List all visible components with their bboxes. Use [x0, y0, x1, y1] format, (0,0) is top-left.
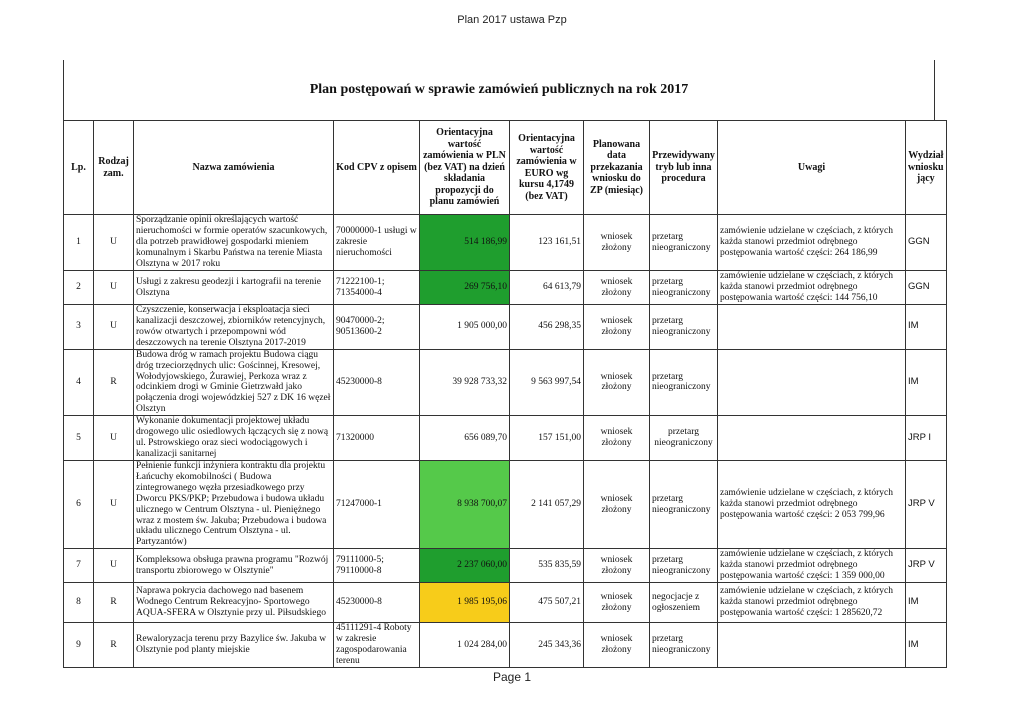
cell-data: wniosek złożony — [584, 549, 650, 583]
cell-data: wniosek złożony — [584, 460, 650, 548]
column-header-rodzaj: Rodzaj zam. — [94, 121, 134, 215]
cell-uwagi — [718, 623, 906, 668]
cell-nazwa: Usługi z zakresu geodezji i kartografii na terenie Olsztyna — [134, 271, 334, 305]
cell-tryb: przetarg nieograniczony — [650, 215, 718, 271]
cell-pln: 1 024 284,00 — [420, 623, 510, 668]
column-header-wydzial: Wydział wniosku jący — [906, 121, 947, 215]
cell-tryb: przetarg nieograniczony — [650, 349, 718, 416]
cell-wydzial: JRP V — [906, 460, 947, 548]
cell-wydzial: GGN — [906, 271, 947, 305]
cell-tryb: przetarg nieograniczony — [650, 271, 718, 305]
cell-euro: 535 835,59 — [510, 549, 584, 583]
cell-tryb: przetarg nieograniczony — [650, 623, 718, 668]
cell-euro: 2 141 057,29 — [510, 460, 584, 548]
column-header-tryb: Przewidywany tryb lub inna procedura — [650, 121, 718, 215]
cell-data: wniosek złożony — [584, 271, 650, 305]
cell-tryb: przetarg nieograniczony — [650, 549, 718, 583]
cell-uwagi: zamówienie udzielane w częściach, z których każda stanowi przedmiot odrębnego postępowania wartość części: 144 756,10 — [718, 271, 906, 305]
table-row — [64, 460, 947, 548]
cell-data: wniosek złożony — [584, 623, 650, 668]
cell-tryb: przetarg nieograniczony — [650, 416, 718, 461]
cell-nazwa: Rewaloryzacja terenu przy Bazylice św. Jakuba w Olsztynie pod planty miejskie — [134, 623, 334, 668]
table-row — [64, 215, 947, 271]
table-header-row — [64, 121, 947, 215]
cell-cpv: 70000000-1 usługi w zakresie nieruchomości — [334, 215, 420, 271]
cell-pln: 8 938 700,07 — [420, 460, 510, 548]
cell-cpv: 45230000-8 — [334, 349, 420, 416]
document-title: Plan postępowań w sprawie zamówień publicznych na rok 2017 — [309, 82, 689, 97]
cell-lp: 4 — [64, 349, 94, 416]
column-header-pln: Orientacyjna wartość zamówienia w PLN (bez VAT) na dzień składania propozycji do planu zamówień — [420, 121, 510, 215]
cell-rodzaj: U — [94, 416, 134, 461]
column-header-nazwa: Nazwa zamówienia — [134, 121, 334, 215]
page-header: Plan 2017 ustawa Pzp — [457, 14, 567, 26]
table-row — [64, 416, 947, 461]
cell-pln: 2 237 060,00 — [420, 549, 510, 583]
cell-pln: 39 928 733,32 — [420, 349, 510, 416]
cell-lp: 9 — [64, 623, 94, 668]
cell-rodzaj: U — [94, 460, 134, 548]
cell-rodzaj: R — [94, 623, 134, 668]
cell-wydzial: IM — [906, 583, 947, 623]
cell-wydzial: JRP V — [906, 549, 947, 583]
cell-wydzial: JRP I — [906, 416, 947, 461]
cell-uwagi — [718, 349, 906, 416]
cell-nazwa: Wykonanie dokumentacji projektowej układu drogowego ulic osiedlowych łączących się z nową ul. Pstrowskiego oraz sieci wodociągowych i kanalizacji sanitarnej — [134, 416, 334, 461]
cell-nazwa: Naprawa pokrycia dachowego nad basenem Wodnego Centrum Rekreacyjno- Sportowego AQUA-SFERA w Olsztynie przy ul. Piłsudskiego — [134, 583, 334, 623]
cell-nazwa: Pełnienie funkcji inżyniera kontraktu dla projektu Łańcuchy ekomobilności ( Budowa zintegrowanego węzła przesiadkowego przy Dworcu PKS/PKP; Przebudowa i budowa układu ulicznego w Centrum Olsztyna - ul. Pieniężnego wraz z mostem św. Jakuba; Przebudowa i budowa układu ulicznego Centrum Olsztyna - ul. Partyzantów) — [134, 460, 334, 548]
cell-cpv: 79111000-5; 79110000-8 — [334, 549, 420, 583]
column-header-cpv: Kod CPV z opisem — [334, 121, 420, 215]
cell-lp: 3 — [64, 305, 94, 350]
cell-wydzial: IM — [906, 623, 947, 668]
cell-cpv: 90470000-2; 90513600-2 — [334, 305, 420, 350]
page-footer: Page 1 — [492, 670, 532, 684]
table-row — [64, 583, 947, 623]
cell-euro: 475 507,21 — [510, 583, 584, 623]
cell-euro: 157 151,00 — [510, 416, 584, 461]
cell-nazwa: Kompleksowa obsługa prawna programu "Rozwój transportu zbiorowego w Olsztynie" — [134, 549, 334, 583]
cell-pln: 1 985 195,06 — [420, 583, 510, 623]
cell-pln: 1 905 000,00 — [420, 305, 510, 350]
cell-pln: 514 186,99 — [420, 215, 510, 271]
cell-uwagi: zamówienie udzielane w częściach, z których każda stanowi przedmiot odrębnego postępowania wartość części: 2 053 799,96 — [718, 460, 906, 548]
column-header-euro: Orientacyjna wartość zamówienia w EURO wg kursu 4,1749 (bez VAT) — [510, 121, 584, 215]
cell-data: wniosek złożony — [584, 349, 650, 416]
cell-data: wniosek złożony — [584, 215, 650, 271]
cell-uwagi: zamówienie udzielane w częściach, z których każda stanowi przedmiot odrębnego postępowania wartość części: 1 285620,72 — [718, 583, 906, 623]
column-header-uwagi: Uwagi — [718, 121, 906, 215]
cell-rodzaj: U — [94, 549, 134, 583]
cell-cpv: 71247000-1 — [334, 460, 420, 548]
cell-rodzaj: U — [94, 271, 134, 305]
cell-cpv: 45230000-8 — [334, 583, 420, 623]
cell-uwagi: zamówienie udzielane w częściach, z których każda stanowi przedmiot odrębnego postępowania wartość części: 264 186,99 — [718, 215, 906, 271]
cell-tryb: przetarg nieograniczony — [650, 460, 718, 548]
cell-cpv: 45111291-4 Roboty w zakresie zagospodarowania terenu — [334, 623, 420, 668]
cell-data: wniosek złożony — [584, 305, 650, 350]
cell-lp: 1 — [64, 215, 94, 271]
cell-lp: 2 — [64, 271, 94, 305]
cell-rodzaj: U — [94, 305, 134, 350]
cell-euro: 9 563 997,54 — [510, 349, 584, 416]
cell-lp: 6 — [64, 460, 94, 548]
cell-cpv: 71320000 — [334, 416, 420, 461]
cell-data: wniosek złożony — [584, 416, 650, 461]
cell-cpv: 71222100-1; 71354000-4 — [334, 271, 420, 305]
table-row — [64, 549, 947, 583]
cell-euro: 245 343,36 — [510, 623, 584, 668]
cell-data: wniosek złożony — [584, 583, 650, 623]
cell-pln: 269 756,10 — [420, 271, 510, 305]
cell-pln: 656 089,70 — [420, 416, 510, 461]
cell-wydzial: IM — [906, 305, 947, 350]
cell-uwagi — [718, 305, 906, 350]
cell-tryb: przetarg nieograniczony — [650, 305, 718, 350]
cell-rodzaj: R — [94, 583, 134, 623]
cell-lp: 8 — [64, 583, 94, 623]
cell-nazwa: Budowa dróg w ramach projektu Budowa ciągu dróg trzeciorzędnych ulic: Gościnnej, Kresowej, Wołodyjowskiego, Żurawiej, Perkoza wraz z odcinkiem drogi w Gminie Gietrzwałd jako połączenia drogi wojewódzkiej 527 z DK 16 węzeł Olsztyn — [134, 349, 334, 416]
cell-rodzaj: R — [94, 349, 134, 416]
procurement-plan-table — [63, 120, 947, 668]
cell-tryb: negocjacje z ogłoszeniem — [650, 583, 718, 623]
cell-euro: 456 298,35 — [510, 305, 584, 350]
cell-wydzial: IM — [906, 349, 947, 416]
column-header-lp: Lp. — [64, 121, 94, 215]
column-header-data: Planowana data przekazania wniosku do ZP (miesiąc) — [584, 121, 650, 215]
cell-uwagi — [718, 416, 906, 461]
table-row — [64, 623, 947, 668]
cell-rodzaj: U — [94, 215, 134, 271]
cell-lp: 5 — [64, 416, 94, 461]
cell-wydzial: GGN — [906, 215, 947, 271]
cell-lp: 7 — [64, 549, 94, 583]
cell-nazwa: Sporządzanie opinii określających wartość nieruchomości w formie operatów szacunkowych, dla potrzeb prawidłowej gospodarki mieniem komunalnym i Skarbu Państwa na terenie Miasta Olsztyna w 2017 roku — [134, 215, 334, 271]
table-row — [64, 271, 947, 305]
cell-uwagi: zamówienie udzielane w częściach, z których każda stanowi przedmiot odrębnego postępowania wartość części: 1 359 000,00 — [718, 549, 906, 583]
table-row — [64, 349, 947, 416]
cell-euro: 64 613,79 — [510, 271, 584, 305]
cell-euro: 123 161,51 — [510, 215, 584, 271]
table-row — [64, 305, 947, 350]
cell-nazwa: Czyszczenie, konserwacja i eksploatacja sieci kanalizacji deszczowej, zbiorników retencyjnych, rowów otwartych i przepompowni wód deszczowych na terenie Olsztyna 2017-2019 — [134, 305, 334, 350]
